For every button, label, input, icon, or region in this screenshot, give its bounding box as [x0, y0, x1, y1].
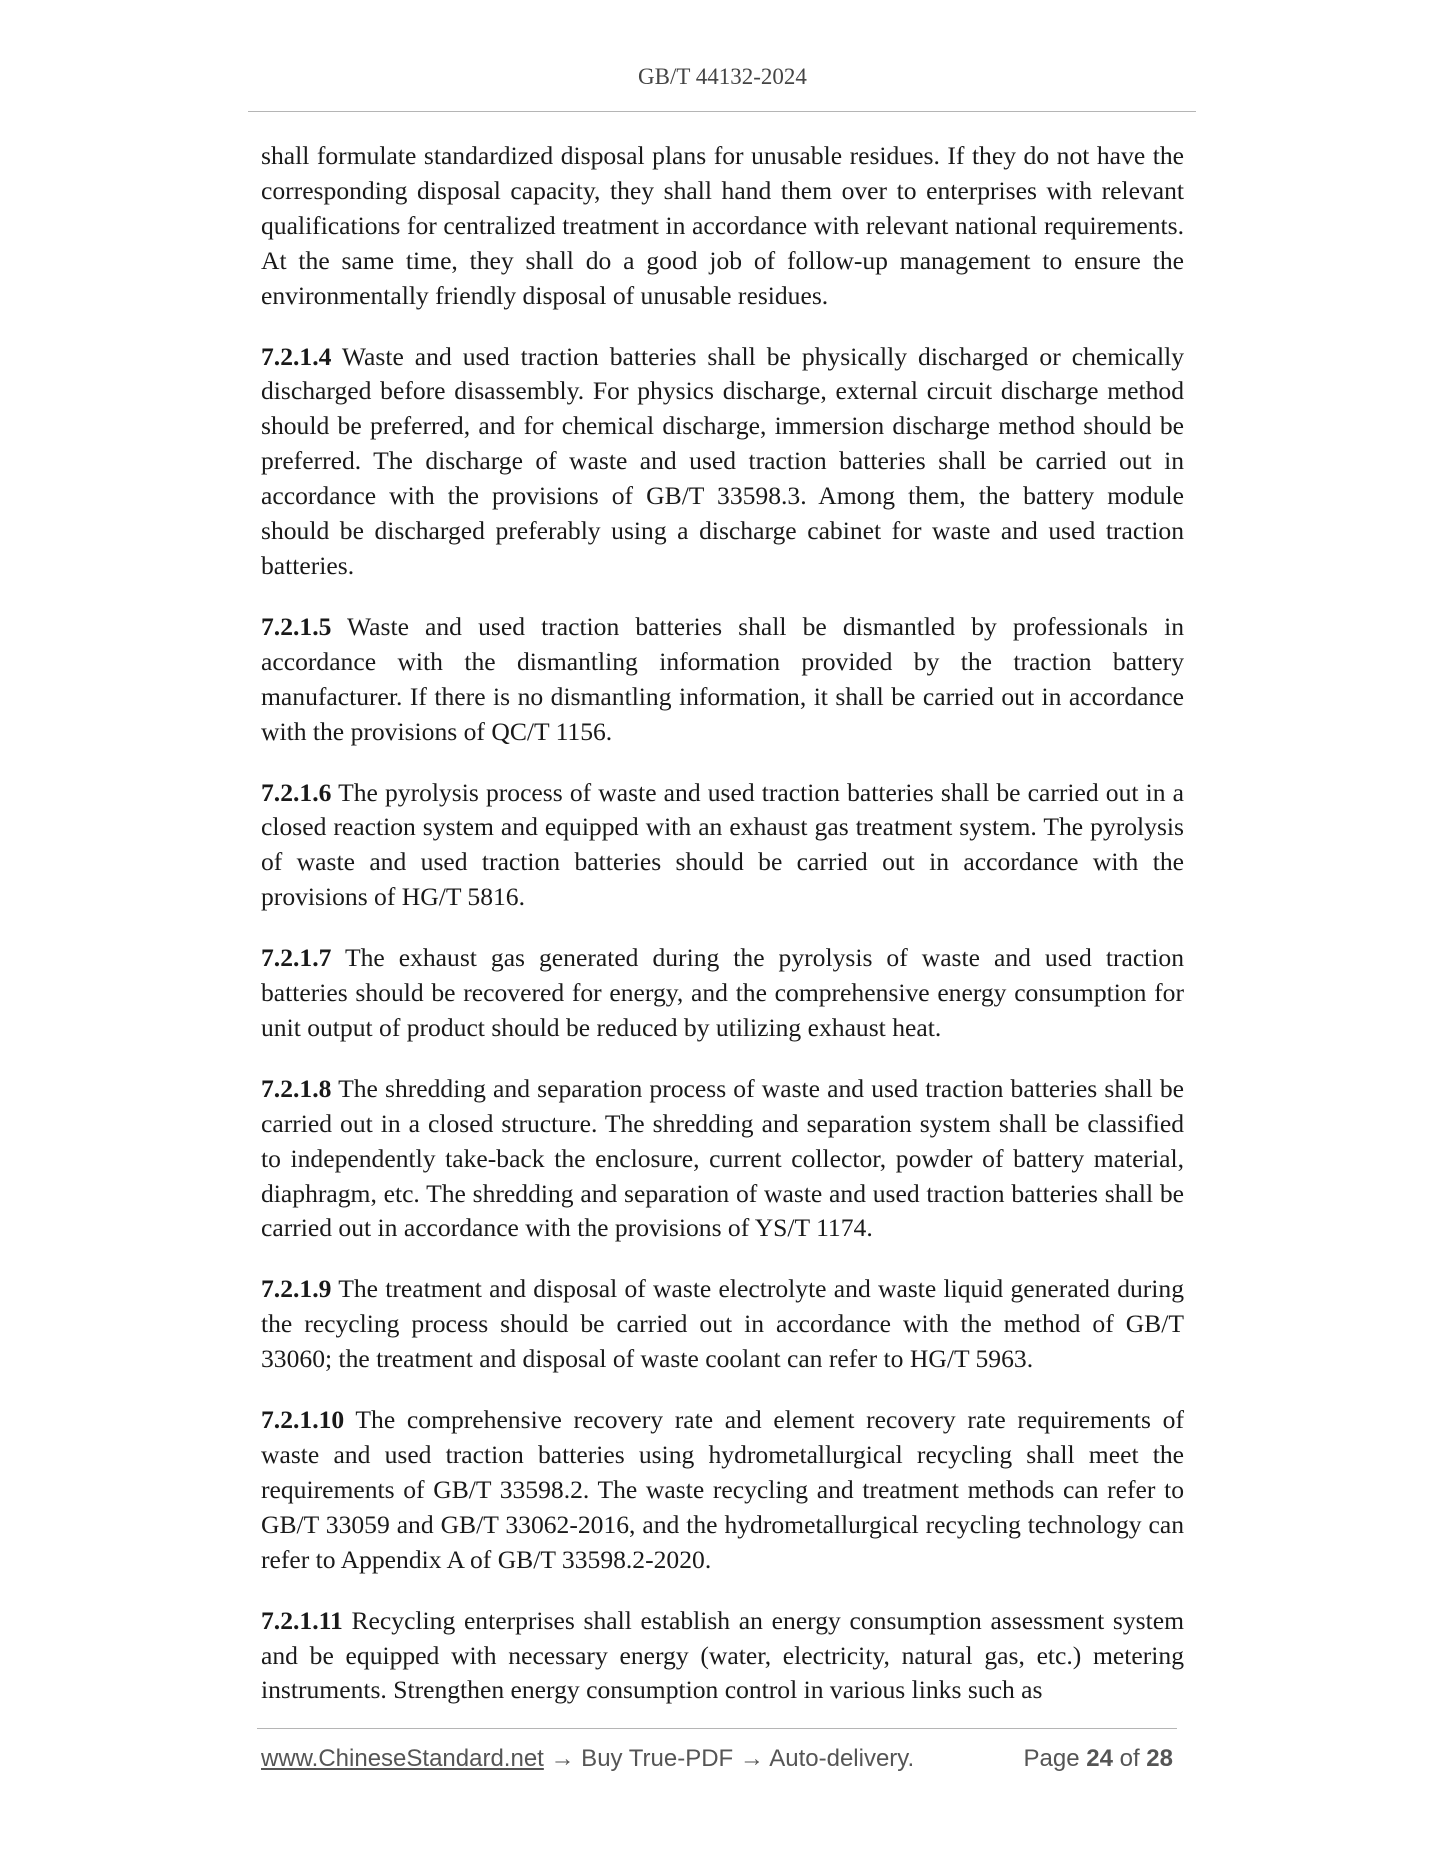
- clause-text: Waste and used traction batteries shall be physically discharged or chemically discharged before disassembly. For physics discharge, external circuit discharge method should be preferred, and for chemical discharge, immersion discharge method should be preferred. The discharge of waste and used traction batteries shall be carried out in accordance with the provisions of GB/T 33598.3. Among them, the battery module should be discharged preferably using a discharge cabinet for waste and used traction batteries.: [261, 341, 1184, 580]
- document-header: [0, 64, 1445, 90]
- continuation-paragraph: shall formulate standardized disposal plans for unusable residues. If they do not have the corresponding disposal capacity, they shall hand them over to enterprises with relevant qualifications for centralized treatment in accordance with relevant national requirements. At the same time, they shall do a good job of follow-up management to ensure the environmentally friendly disposal of unusable residues.: [261, 141, 1184, 310]
- clause-paragraph: [261, 1403, 1184, 1578]
- page-label: Page: [1023, 1745, 1080, 1772]
- clause-number: 7.2.1.11: [261, 1605, 343, 1635]
- website-link[interactable]: www.ChineseStandard.net: [261, 1745, 544, 1772]
- document-id: GB/T 44132-2024: [638, 64, 807, 89]
- clause-text: The comprehensive recovery rate and element recovery rate requirements of waste and used traction batteries using hydrometallurgical recycling shall meet the requirements of GB/T 33598.2. The waste recycling and treatment methods can refer to GB/T 33059 and GB/T 33062-2016, and the hydrometallurgical recycling technology can refer to Appendix A of GB/T 33598.2-2020.: [261, 1405, 1185, 1574]
- clause-text: The shredding and separation process of waste and used traction batteries shall be carried out in a closed structure. The shredding and separation system shall be classified to independently take-back the enclosure, current collector, powder of battery material, diaphragm, etc. The shredding and separation of waste and used traction batteries shall be carried out in accordance with the provisions of YS/T 1174.: [261, 1073, 1184, 1243]
- total-pages-number: 28: [1146, 1745, 1173, 1772]
- clause-text: The pyrolysis process of waste and used traction batteries shall be carried out in a closed reaction system and equipped with an exhaust gas treatment system. The pyrolysis of waste and used traction batteries should be carried out in accordance with the provisions of HG/T 5816.: [261, 777, 1185, 912]
- clause-text: Recycling enterprises shall establish an energy consumption assessment system and be equipped with necessary energy (water, electricity, natural gas, etc.) metering instruments. Strengthen energy consumption control in various links such as: [261, 1605, 1184, 1705]
- page-of-label: of: [1119, 1745, 1140, 1772]
- current-page-number: 24: [1086, 1745, 1113, 1772]
- clause-paragraph: [261, 1604, 1184, 1709]
- clause-number: 7.2.1.9: [261, 1274, 332, 1304]
- clause-paragraph: [261, 776, 1184, 916]
- clause-number: 7.2.1.7: [261, 943, 332, 973]
- clause-number: 7.2.1.5: [261, 611, 332, 641]
- clause-paragraph: [261, 340, 1184, 584]
- clause-number: 7.2.1.10: [261, 1405, 345, 1435]
- clause-number: 7.2.1.8: [261, 1073, 332, 1103]
- clause-text: The treatment and disposal of waste electrolyte and waste liquid generated during the recycling process should be carried out in accordance with the method of GB/T 33060; the treatment and disposal of waste coolant can refer to HG/T 5963.: [261, 1274, 1185, 1374]
- clause-paragraph: [261, 1072, 1184, 1247]
- clause-number: 7.2.1.6: [261, 777, 332, 807]
- clause-text: The exhaust gas generated during the pyrolysis of waste and used traction batteries should be recovered for energy, and the comprehensive energy consumption for unit output of product should be reduced by utilizing exhaust heat.: [261, 943, 1185, 1042]
- header-divider: [248, 111, 1196, 112]
- clause-paragraph: [261, 610, 1184, 750]
- footer-promo: [261, 1745, 914, 1773]
- document-body: [261, 139, 1184, 1734]
- clause-text: Waste and used traction batteries shall be dismantled by professionals in accordance with the dismantling information provided by the traction battery manufacturer. If there is no dismantling information, it shall be carried out in accordance with the provisions of QC/T 1156.: [261, 611, 1184, 746]
- clause-number: 7.2.1.4: [261, 341, 332, 371]
- clause-paragraph: [261, 941, 1184, 1046]
- footer-divider: [257, 1728, 1177, 1729]
- promo-text: → Buy True-PDF → Auto-delivery.: [543, 1745, 915, 1772]
- clause-paragraph: [261, 1272, 1184, 1377]
- page-indicator: [1024, 1745, 1174, 1773]
